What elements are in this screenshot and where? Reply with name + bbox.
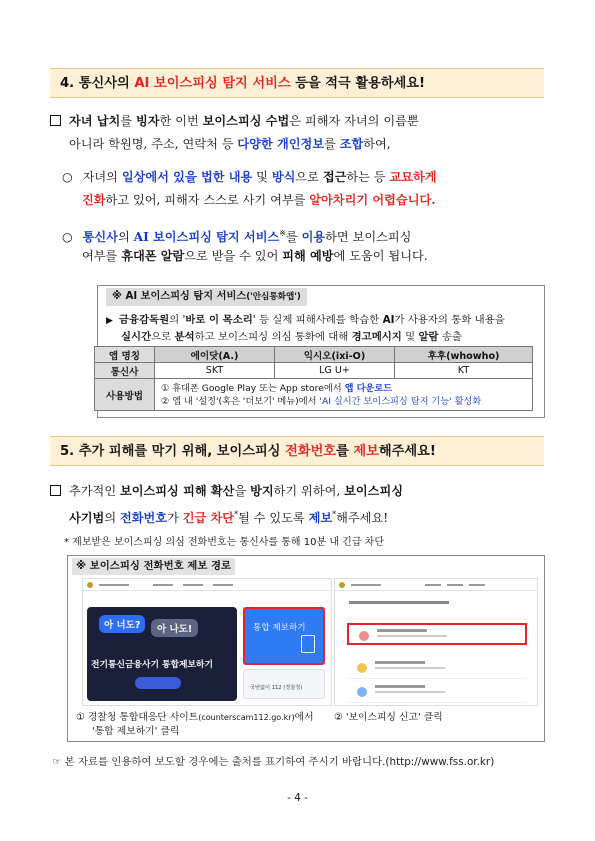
triangle-bullet-icon: ▶ <box>106 316 113 326</box>
circle-bullet-icon: ○ <box>62 230 73 245</box>
police-logo-icon <box>87 582 93 588</box>
paragraph-child-kidnapping: 자녀 납치를 빙자한 이번 보이스피싱 수법은 피해자 자녀의 이름뿐 아니라 학원명, 주소, 연락처 등 다양한 개인정보를 조합하여, <box>50 110 550 156</box>
footnote-block: * 제보받은 보이스피싱 의심 전화번호는 통신사를 통해 10분 내 긴급 차단 <box>64 537 384 548</box>
square-bullet-icon <box>50 115 61 126</box>
caption-step1: ① 경찰청 통합대응단 사이트(counterscam112.go.kr)에서 '통합 제보하기' 클릭 <box>76 712 314 737</box>
document-edit-icon <box>301 635 315 653</box>
table-row: 사용방법 ① 휴대폰 Google Play 또는 App store에서 앱 다운로드 ② 앱 내 '설정'(혹은 '더보기' 메뉴)에서 'AI 실시간 보이스피싱 탐지 기능' 활성화 <box>95 379 533 411</box>
voice-phishing-report-item[interactable] <box>347 623 527 645</box>
table-row: 앱 명칭 에이닷(A.) 익시오(ixi-O) 후후(whowho) <box>95 347 533 363</box>
citation-notice: ☞ 본 자료를 인용하여 보도할 경우에는 출처를 표기하여 주시기 바랍니다.(http://www.fss.or.kr) <box>52 756 495 768</box>
list-item[interactable] <box>347 657 527 679</box>
table-row: 통신사 SKT LG U+ KT <box>95 363 533 379</box>
paragraph-ai-service: ○ 통신사의 AI 보이스피싱 탐지 서비스※를 이용하면 보이스피싱 여부를 휴대폰 알람으로 받을 수 있어 피해 예방에 도움이 됩니다. <box>62 229 428 263</box>
square-bullet-icon <box>50 485 61 496</box>
page-number: - 4 - <box>287 792 308 804</box>
usage-steps: ① 휴대폰 Google Play 또는 App store에서 앱 다운로드 ② 앱 내 '설정'(혹은 '더보기' 메뉴)에서 'AI 실시간 보이스피싱 탐지 기능' 활성화 <box>155 379 533 411</box>
section5-heading: 5. 추가 피해를 막기 위해, 보이스피싱 전화번호를 제보해주세요! <box>50 436 544 466</box>
list-item[interactable] <box>347 681 527 703</box>
section4-heading: 4. 통신사의 AI 보이스피싱 탐지 서비스 등을 적극 활용하세요! <box>50 68 544 98</box>
police-site-screenshot <box>82 578 332 706</box>
hotline-card: 국번없이 112 (경찰청) <box>243 669 325 699</box>
infobox-description: ▶ 금융감독원의 '바로 이 목소리' 등 실제 피해사례를 학습한 AI가 사용자의 통화 내용을 실시간으로 분석하고 보이스피싱 의심 통화에 대해 경고메시지 및 알람 송출 <box>106 314 505 343</box>
integrated-report-button[interactable]: 통합 제보하기 <box>243 607 325 665</box>
report-menu-screenshot <box>334 578 538 706</box>
report-route-title: ※ 보이스피싱 전화번호 제보 경로 <box>72 558 235 575</box>
infobox-title: ※ AI 보이스피싱 탐지 서비스('안심통화앱') <box>106 288 307 306</box>
campaign-banner: 아 너도? 아 나도! 전기통신금융사기 통합제보하기 <box>87 607 237 701</box>
circle-bullet-icon: ○ <box>62 170 73 184</box>
banner-button[interactable] <box>135 677 181 689</box>
caption-step2: ② '보이스피싱 신고' 클릭 <box>334 712 443 723</box>
paragraph-evolving-methods: ○ 자녀의 일상에서 있을 법한 내용 및 방식으로 접근하는 등 교묘하게 진화하고 있어, 피해자 스스로 사기 여부를 알아차리기 어렵습니다. <box>62 170 437 207</box>
paragraph-report-number: 추가적인 보이스피싱 피해 확산을 방지하기 위하여, 보이스피싱 사기범의 전화번호가 긴급 차단*될 수 있도록 제보*해주세요! <box>50 480 550 526</box>
report-route-box <box>67 555 545 742</box>
police-logo-icon <box>339 582 345 588</box>
app-table <box>94 346 533 411</box>
